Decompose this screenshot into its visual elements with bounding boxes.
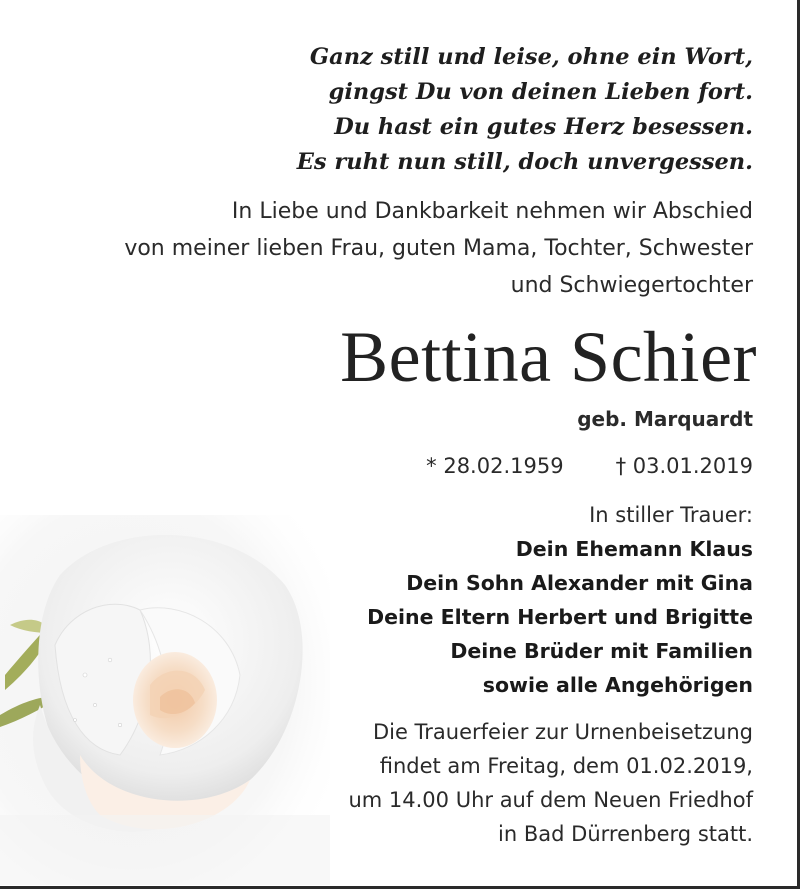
intro-line: von meiner lieben Frau, guten Mama, Tochter, Schwester — [124, 236, 753, 261]
mourner-item: Dein Sohn Alexander mit Gina — [406, 571, 753, 595]
mourner-item: sowie alle Angehörigen — [482, 673, 753, 697]
intro-line: In Liebe und Dankbarkeit nehmen wir Abschied — [231, 199, 753, 224]
death-date: † 03.01.2019 — [615, 454, 753, 478]
life-dates — [426, 450, 753, 482]
mourner-item: Dein Ehemann Klaus — [515, 537, 753, 561]
service-line: Die Trauerfeier zur Urnenbeisetzung — [372, 720, 753, 744]
mourner-item: Deine Brüder mit Familien — [450, 639, 753, 663]
poem-line: Ganz still und leise, ohne ein Wort, — [309, 44, 753, 70]
mourner-item: Deine Eltern Herbert und Brigitte — [367, 605, 753, 629]
service-line: um 14.00 Uhr auf dem Neuen Friedhof — [348, 788, 753, 812]
intro-text — [124, 193, 753, 304]
service-line: in Bad Dürrenberg statt. — [498, 822, 753, 846]
poem — [297, 40, 753, 180]
deceased-name: Bettina Schier — [340, 317, 757, 397]
service-info — [348, 715, 753, 851]
intro-line: und Schwiegertochter — [510, 273, 753, 298]
poem-line: Es ruht nun still, doch unvergessen. — [296, 149, 753, 175]
service-line: findet am Freitag, dem 01.02.2019, — [379, 754, 753, 778]
poem-line: gingst Du von deinen Lieben fort. — [328, 79, 753, 105]
birth-date: * 28.02.1959 — [426, 454, 564, 478]
white-rose-icon — [0, 515, 330, 885]
poem-line: Du hast ein gutes Herz besessen. — [334, 114, 753, 140]
mourners-list — [367, 532, 753, 702]
mourners-heading: In stiller Trauer: — [589, 503, 753, 527]
maiden-name: geb. Marquardt — [577, 407, 753, 431]
